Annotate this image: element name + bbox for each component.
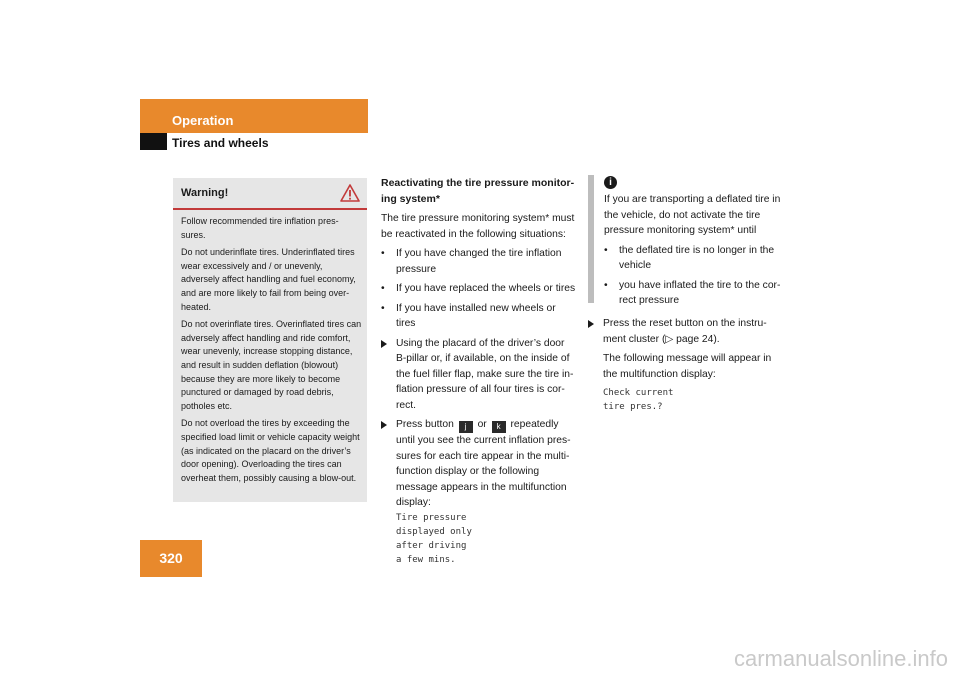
- warning-triangle-icon: [340, 183, 360, 203]
- bullet-icon: •: [604, 244, 608, 256]
- button-up-icon: j: [459, 421, 473, 433]
- display-message-line: after driving: [396, 540, 467, 551]
- display-message-line: a few mins.: [396, 554, 456, 565]
- warning-paragraph: Do not overload the tires by exceeding the specified load limit or vehicle capacity weight (as indicated on the placard on the driver’s door opening). Overloading the tires can overheat them, possibly causing a blow-out.: [181, 418, 360, 483]
- display-message-line: Check current: [603, 388, 674, 398]
- warning-body: [181, 215, 363, 489]
- step-item: Press button j or k repeatedly until you see the current inflation pres-sures for each tire appear in the multi-function display or the following message appears in the multifunction display: Tire pressure displayed only after driving a few mins.: [381, 417, 577, 567]
- intro-text: The tire pressure monitoring system* must be reactivated in the following situations:: [381, 213, 575, 240]
- main-column: [381, 176, 577, 571]
- header-marker: [140, 133, 167, 150]
- info-icon: i: [604, 176, 617, 189]
- subsection-title: Tires and wheels: [172, 136, 269, 150]
- info-text: If you are transporting a deflated tire in the vehicle, do not activate the tire pressure monitoring system* until: [604, 194, 781, 236]
- list-item: • If you have changed the tire inflation pressure: [381, 248, 562, 275]
- arrow-icon: [381, 421, 387, 429]
- right-column: [588, 316, 782, 414]
- section-heading: Reactivating the tire pressure monitor-ing system*: [381, 177, 575, 205]
- warning-paragraph: Do not overinflate tires. Overinflated tires can adversely affect handling and ride comfort, wear unevenly, increase stopping distance, and result in sudden deflation (blowout) because they are more likely to become punctured or damaged by road debris, potholes etc.: [181, 319, 362, 411]
- step-item: Using the placard of the driver’s door B-pillar or, if available, on the inside of the fuel filler flap, make sure the tire in-flation pressure of all four tires is cor-rect.: [381, 336, 577, 414]
- warning-paragraph: Do not underinflate tires. Underinflated tires wear excessively and / or unevenly, adversely affect handling and fuel economy, and are more likely to fail from being over-heated.: [181, 247, 356, 312]
- step-item: Press the reset button on the instru-ment cluster (▷ page 24).: [588, 316, 782, 347]
- warning-box: [173, 178, 367, 502]
- warning-header: [173, 178, 367, 210]
- arrow-icon: [588, 320, 594, 328]
- arrow-icon: [381, 340, 387, 348]
- list-item: • If you have installed new wheels or tires: [381, 302, 556, 329]
- button-down-icon: k: [492, 421, 506, 433]
- list-item: • the deflated tire is no longer in the vehicle: [604, 244, 775, 271]
- display-message-line: displayed only: [396, 526, 472, 537]
- bullet-icon: •: [381, 302, 385, 314]
- list-item: • you have inflated the tire to the cor-rect pressure: [604, 279, 781, 306]
- display-message-line: tire pres.?: [603, 402, 663, 412]
- display-message-line: Tire pressure: [396, 512, 467, 523]
- info-box: [604, 176, 782, 313]
- bullet-icon: •: [381, 248, 385, 259]
- section-title: Operation: [172, 113, 234, 128]
- warning-title: Warning!: [181, 187, 229, 199]
- bullet-icon: •: [381, 283, 385, 294]
- info-sidebar: [588, 175, 594, 303]
- warning-paragraph: Follow recommended tire inflation pres-sures.: [181, 216, 339, 240]
- followup-text: The following message will appear in the multifunction display:: [603, 353, 772, 380]
- bullet-icon: •: [604, 279, 608, 291]
- page-number: 320: [159, 550, 183, 566]
- watermark: carmanualsonline.info: [733, 646, 948, 671]
- list-item: • If you have replaced the wheels or tires: [381, 281, 577, 297]
